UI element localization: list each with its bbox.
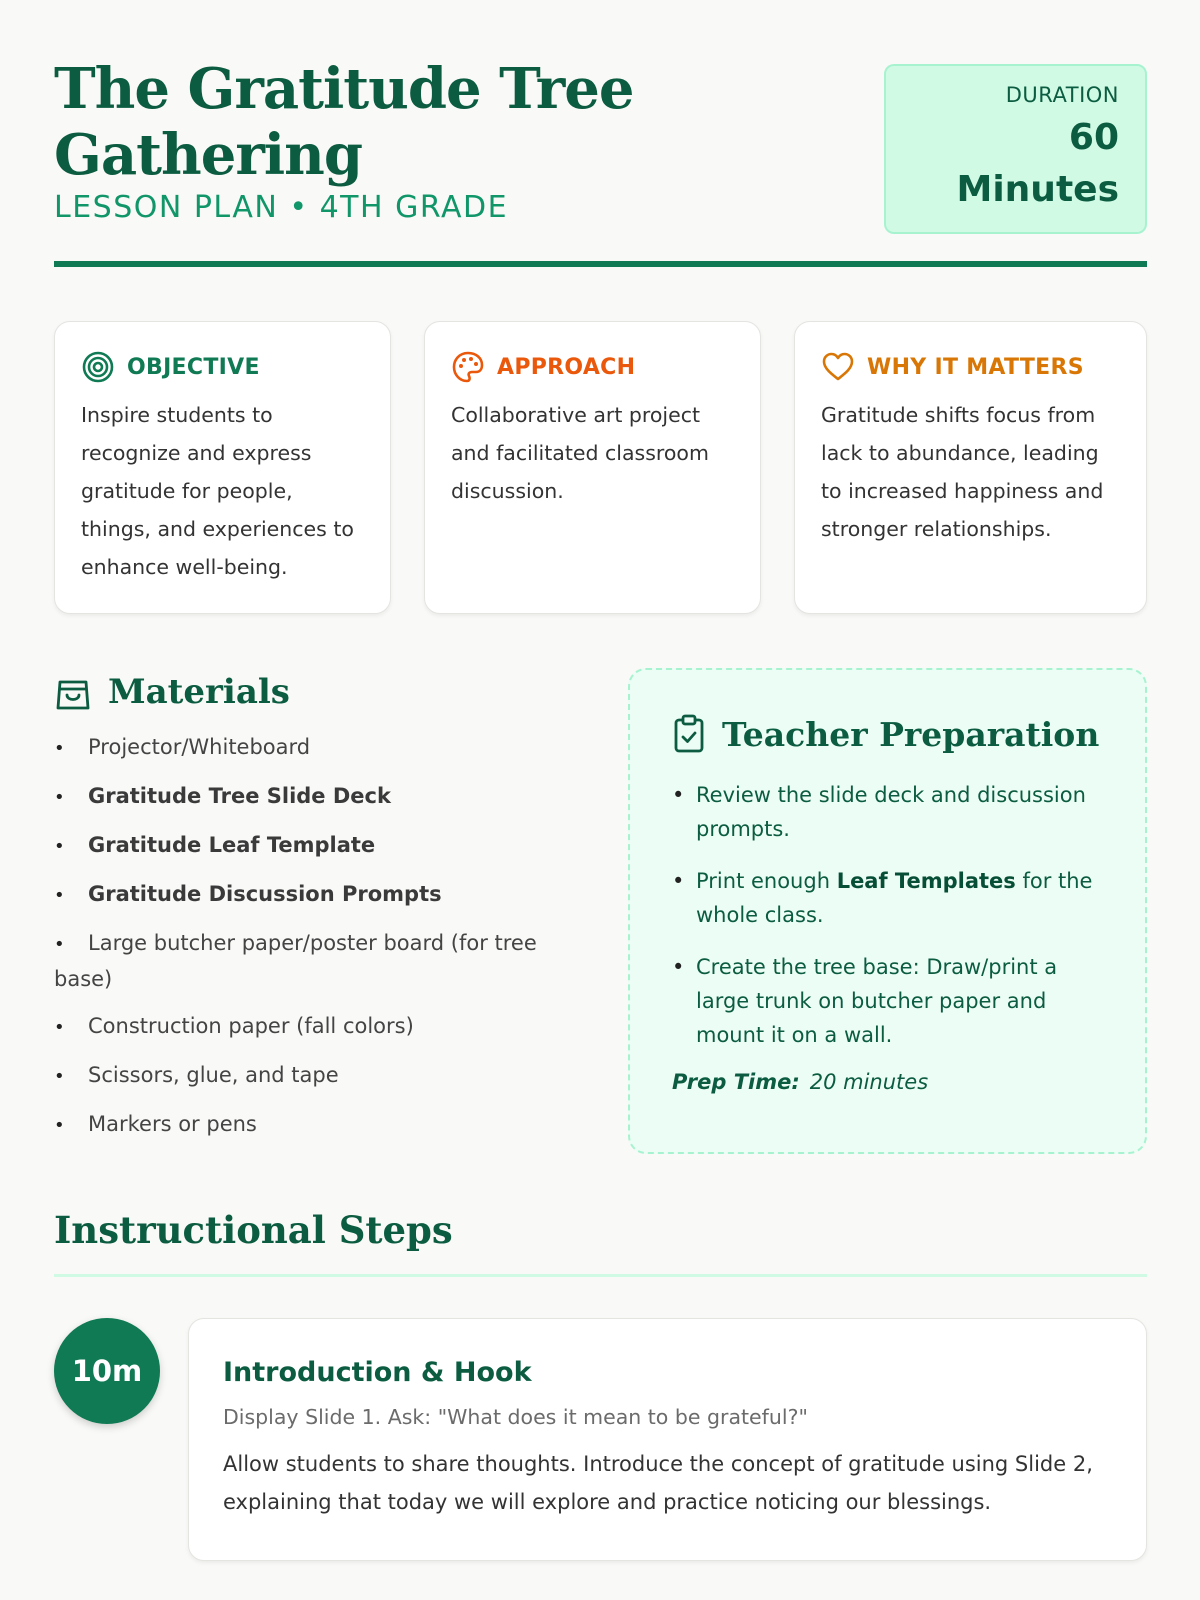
list-item: • Large butcher paper/poster board (for tree base) — [54, 931, 537, 991]
approach-card — [424, 321, 761, 614]
header — [54, 56, 1147, 266]
materials-section — [54, 668, 554, 1156]
approach-text: Collaborative art project and facilitated classroom discussion. — [451, 403, 709, 503]
objective-text: Inspire students to recognize and express gratitude for people, things, and experiences to enhance well-being. — [81, 403, 354, 579]
step-card — [188, 1318, 1147, 1561]
step-title: Introduction & Hook — [223, 1357, 532, 1388]
instructional-steps-title: Instructional Steps — [54, 1208, 453, 1252]
why-it-matters-card — [794, 321, 1147, 614]
list-item: • Review the slide deck and discussion prompts. — [672, 778, 1105, 846]
list-item: • Gratitude Discussion Prompts — [54, 882, 442, 906]
step-subtitle: Display Slide 1. Ask: "What does it mean to be grateful?" — [223, 1405, 808, 1429]
page-title: The Gratitude Tree Gathering — [54, 56, 634, 188]
why-it-matters-title: WHY IT MATTERS — [867, 354, 1084, 380]
page-subtitle: LESSON PLAN • 4TH GRADE — [54, 190, 509, 225]
info-cards — [54, 321, 1147, 614]
list-item: • Create the tree base: Draw/print a large trunk on butcher paper and mount it on a wall. — [672, 950, 1105, 1052]
prep-time — [672, 1070, 1105, 1094]
duration-value: 60 — [1068, 117, 1119, 158]
step-time-badge: 10m — [54, 1318, 160, 1424]
step-description: Allow students to share thoughts. Introduce the concept of gratitude using Slide 2, explaining that today we will explore and practice noticing our blessings. — [223, 1452, 1093, 1514]
list-item: • Construction paper (fall colors) — [54, 1014, 414, 1038]
list-item: • Markers or pens — [54, 1112, 257, 1136]
header-divider — [54, 261, 1147, 267]
target-icon — [81, 350, 115, 384]
duration-unit: Minutes — [956, 169, 1119, 210]
prep-time-label: Prep Time: — [672, 1070, 800, 1094]
why-it-matters-text: Gratitude shifts focus from lack to abundance, leading to increased happiness and stronger relationships. — [821, 403, 1104, 541]
list-item: • Projector/Whiteboard — [54, 735, 311, 759]
approach-title: APPROACH — [497, 354, 636, 380]
list-item: • Print enough Leaf Templates for the whole class. — [672, 864, 1105, 932]
shopping-bag-icon — [54, 672, 92, 712]
duration-label: DURATION — [1005, 83, 1119, 107]
steps-divider — [54, 1274, 1147, 1277]
teacher-preparation-title: Teacher Preparation — [722, 714, 1100, 754]
objective-title: OBJECTIVE — [127, 354, 260, 380]
preparation-list — [672, 778, 1105, 1052]
list-item: • Gratitude Leaf Template — [54, 833, 376, 857]
list-item: • Scissors, glue, and tape — [54, 1063, 339, 1087]
duration-box — [884, 64, 1147, 234]
objective-card — [54, 321, 391, 614]
heart-icon — [821, 350, 855, 384]
prep-time-value: 20 minutes — [809, 1070, 929, 1094]
palette-icon — [451, 350, 485, 384]
clipboard-check-icon — [672, 714, 706, 754]
teacher-preparation-box — [628, 668, 1147, 1154]
materials-title: Materials — [108, 672, 290, 712]
materials-list — [54, 730, 554, 1143]
list-item: • Gratitude Tree Slide Deck — [54, 784, 391, 808]
